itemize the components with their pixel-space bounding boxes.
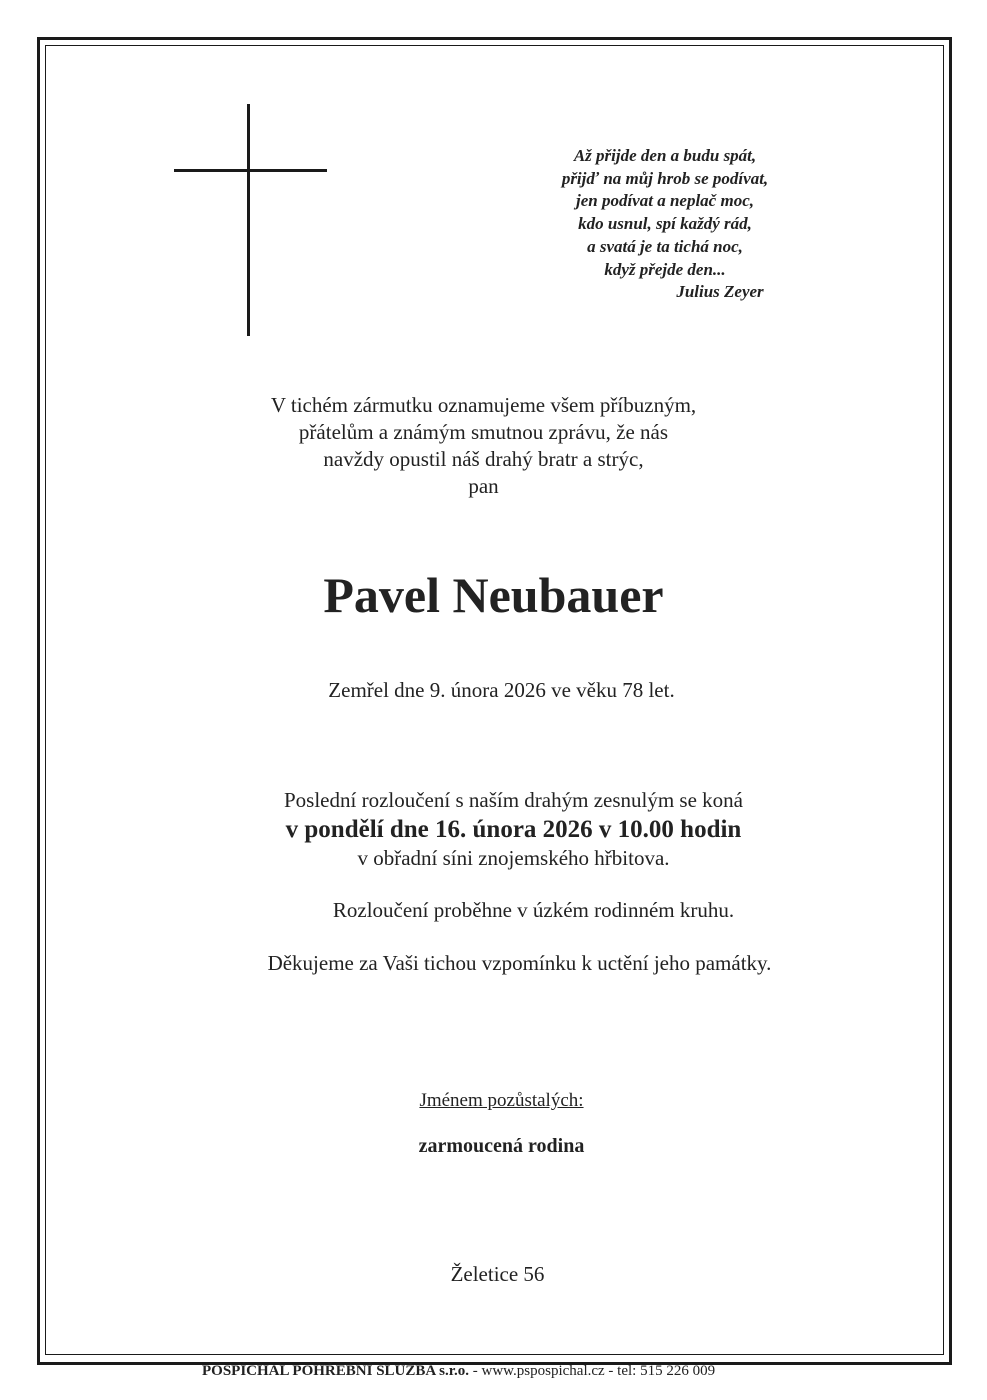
private-note: Rozloučení proběhne v úzkém rodinném kruhu.	[332, 898, 735, 922]
address: Želetice 56	[450, 1262, 545, 1286]
thanks: Děkujeme za Vaši tichou vzpomínku k uctění jeho památky.	[267, 951, 772, 975]
poem-author: Julius Zeyer	[676, 282, 764, 302]
poem-line: kdo usnul, spí každý rád,	[578, 214, 752, 234]
footer-company: POSPÍCHAL POHŘEBNÍ SLUŽBA s.r.o.	[202, 1363, 470, 1379]
announcement	[0, 392, 977, 500]
poem-line: jen podívat a neplač moc,	[575, 191, 754, 211]
farewell-date-time: v pondělí dne 16. února 2026 v 10.00 hodin	[285, 816, 742, 843]
family-signature: zarmoucená rodina	[418, 1135, 585, 1157]
poem-line: Až přijde den a budu spát,	[573, 146, 757, 165]
farewell-line: Poslední rozloučení s naším drahým zesnulým se koná	[284, 788, 743, 812]
cross-icon-bar	[174, 169, 327, 172]
deceased-name: Pavel Neubauer	[323, 567, 664, 623]
death-info: Zemřel dne 9. února 2026 ve věku 78 let.	[328, 678, 675, 702]
farewell-info	[20, 786, 987, 873]
on-behalf-label: Jménem pozůstalých:	[419, 1090, 584, 1111]
poem-line: přijď na můj hrob se podívat,	[561, 168, 769, 188]
footer-contact: - www.pspospichal.cz - tel: 515 226 009	[469, 1363, 716, 1379]
poem-line: když přejde den...	[604, 259, 726, 279]
poem-line: a svatá je ta tichá noc,	[587, 236, 743, 256]
poem	[530, 145, 800, 304]
announcement-line: navždy opustil náš drahý bratr a strýc,	[323, 447, 644, 471]
announcement-line: V tichém zármutku oznamujeme všem příbuzným,	[270, 393, 697, 417]
announcement-line: přátelům a známým smutnou zprávu, že nás	[298, 420, 669, 444]
footer	[202, 1363, 715, 1380]
farewell-place: v obřadní síni znojemského hřbitova.	[357, 846, 670, 870]
announcement-line: pan	[468, 474, 499, 498]
cross-icon	[247, 104, 250, 336]
